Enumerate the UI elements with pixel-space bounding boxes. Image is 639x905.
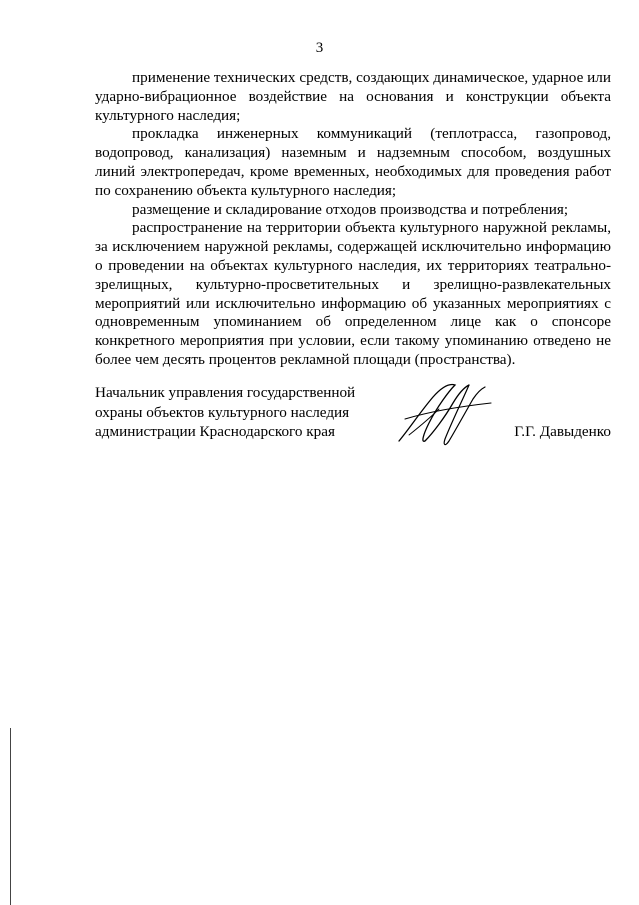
handwritten-signature [395, 379, 495, 451]
paragraph-technical-means: применение технических средств, создающих динамическое, ударное или ударно-вибрационное воздействие на основания и конструкции объекта культурного наследия; [95, 69, 611, 124]
signatory-title-line: охраны объектов культурного наследия [95, 403, 350, 421]
scan-edge-line [10, 728, 11, 905]
signatory-title-line: Начальник управления государственной [95, 384, 356, 401]
signatory-title [95, 383, 355, 442]
signature-block [95, 383, 611, 463]
paragraph-waste: размещение и складирование отходов производства и потребления; [132, 200, 569, 218]
document-body [95, 69, 611, 370]
paragraph-advertising: распространение на территории объекта культурного наружной рекламы, за исключением наружной рекламы, содержащей исключительно информацию о проведении на объектах культурного наследия, их территориях театрально-зрелищных, культурно-просветительных и зрелищно-развлекательных мероприятий или исключительно информацию об указанных мероприятиях с одновременным упоминанием об определенном лице как о спонсоре конкретного мероприятия при условии, если такому упоминанию отведено не более чем десять процентов рекламной площади (пространства). [95, 219, 611, 368]
paragraph-utilities: прокладка инженерных коммуникаций (теплотрасса, газопровод, водопровод, канализация) наземным и надземным способом, воздушных линий электропередач, кроме временных, необходимых для проведения работ по сохранению объекта культурного наследия; [95, 125, 611, 199]
signatory-name: Г.Г. Давыденко [514, 423, 611, 440]
signatory-title-line: администрации Краснодарского края [95, 423, 335, 440]
page-number: 3 [315, 40, 324, 56]
